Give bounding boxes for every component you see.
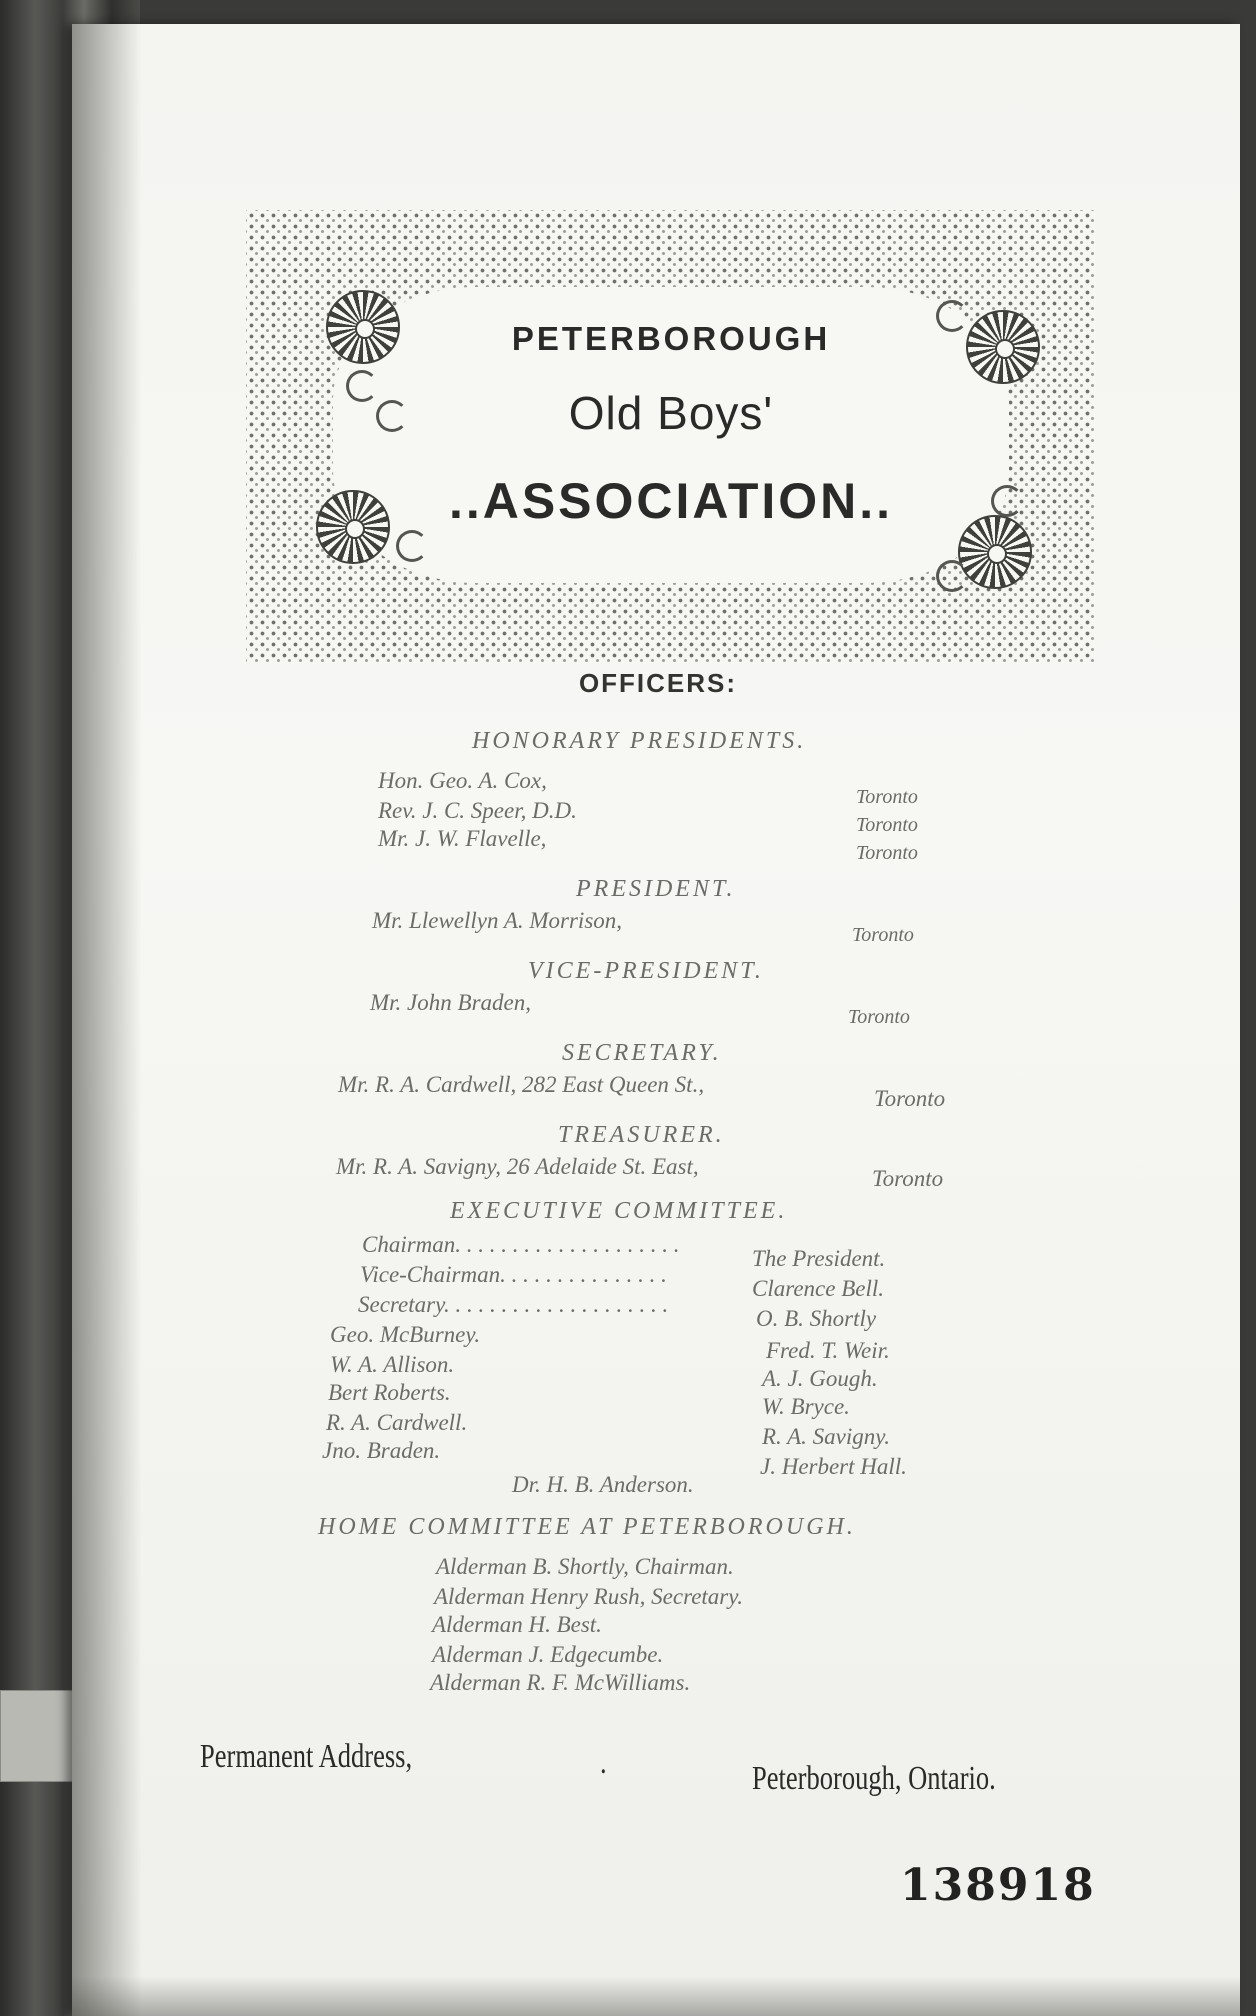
secretary-heading: SECRETARY.	[562, 1040, 722, 1066]
executive-member: Dr. H. B. Anderson.	[512, 1472, 694, 1497]
executive-member: A. J. Gough.	[762, 1366, 878, 1391]
permanent-address-value: Peterborough, Ontario.	[752, 1760, 996, 1797]
home-committee-member: Alderman J. Edgecumbe.	[432, 1642, 664, 1667]
title-association: ..ASSOCIATION..	[448, 473, 894, 529]
treasurer-name: Mr. R. A. Savigny, 26 Adelaide St. East,	[336, 1154, 699, 1179]
executive-member: J. Herbert Hall.	[760, 1454, 907, 1479]
executive-member: R. A. Cardwell.	[326, 1410, 468, 1435]
executive-role: Vice-Chairman. . . . . . . . . . . . . . .	[360, 1262, 667, 1287]
permanent-address-label: Permanent Address,	[200, 1738, 413, 1775]
secretary-name: Mr. R. A. Cardwell, 282 East Queen St.,	[338, 1072, 705, 1097]
president-name: Mr. Llewellyn A. Morrison,	[372, 908, 623, 933]
vice-president-city: Toronto	[848, 1006, 910, 1028]
title-old-boys: Old Boys'	[568, 387, 774, 439]
swirl-ornament-icon	[396, 530, 428, 562]
executive-role: Chairman. . . . . . . . . . . . . . . . . . . .	[362, 1232, 680, 1257]
honorary-president-name: Rev. J. C. Speer, D.D.	[378, 798, 577, 823]
title-peterborough: PETERBOROUGH	[511, 320, 831, 357]
home-committee-member: Alderman Henry Rush, Secretary.	[434, 1584, 743, 1609]
president-heading: PRESIDENT.	[576, 876, 736, 902]
ornamental-title-frame	[246, 210, 1096, 662]
honorary-presidents-heading: HONORARY PRESIDENTS.	[472, 728, 807, 754]
vice-president-heading: VICE-PRESIDENT.	[528, 958, 764, 984]
executive-member: Jno. Braden.	[322, 1438, 441, 1463]
treasurer-heading: TREASURER.	[558, 1122, 725, 1148]
catalog-number: 138918	[900, 1860, 1096, 1911]
executive-member: Geo. McBurney.	[330, 1322, 481, 1347]
honorary-president-name: Hon. Geo. A. Cox,	[378, 768, 547, 793]
home-committee-heading: HOME COMMITTEE AT PETERBOROUGH.	[318, 1514, 856, 1540]
executive-member: W. Bryce.	[762, 1394, 850, 1419]
executive-member: W. A. Allison.	[330, 1352, 455, 1377]
home-committee-member: Alderman R. F. McWilliams.	[430, 1670, 691, 1695]
swirl-ornament-icon	[936, 560, 968, 592]
vice-president-name: Mr. John Braden,	[370, 990, 531, 1015]
executive-role-holder: O. B. Shortly	[756, 1306, 877, 1331]
secretary-city: Toronto	[874, 1086, 946, 1111]
officers-heading: OFFICERS:	[578, 668, 738, 698]
honorary-president-name: Mr. J. W. Flavelle,	[378, 826, 547, 851]
executive-role-holder: Clarence Bell.	[752, 1276, 884, 1301]
honorary-president-city: Toronto	[856, 842, 918, 864]
home-committee-member: Alderman H. Best.	[432, 1612, 602, 1637]
footer-separator: .	[600, 1744, 607, 1781]
executive-role: Secretary. . . . . . . . . . . . . . . . . . . .	[358, 1292, 669, 1317]
treasurer-city: Toronto	[872, 1166, 944, 1191]
home-committee-member: Alderman B. Shortly, Chairman.	[436, 1554, 734, 1579]
executive-committee-heading: EXECUTIVE COMMITTEE.	[450, 1198, 788, 1224]
executive-member: R. A. Savigny.	[762, 1424, 890, 1449]
president-city: Toronto	[852, 924, 914, 946]
executive-member: Bert Roberts.	[328, 1380, 451, 1405]
honorary-president-city: Toronto	[856, 814, 918, 836]
executive-member: Fred. T. Weir.	[766, 1338, 890, 1363]
honorary-president-city: Toronto	[856, 786, 918, 808]
executive-role-holder: The President.	[752, 1246, 886, 1271]
